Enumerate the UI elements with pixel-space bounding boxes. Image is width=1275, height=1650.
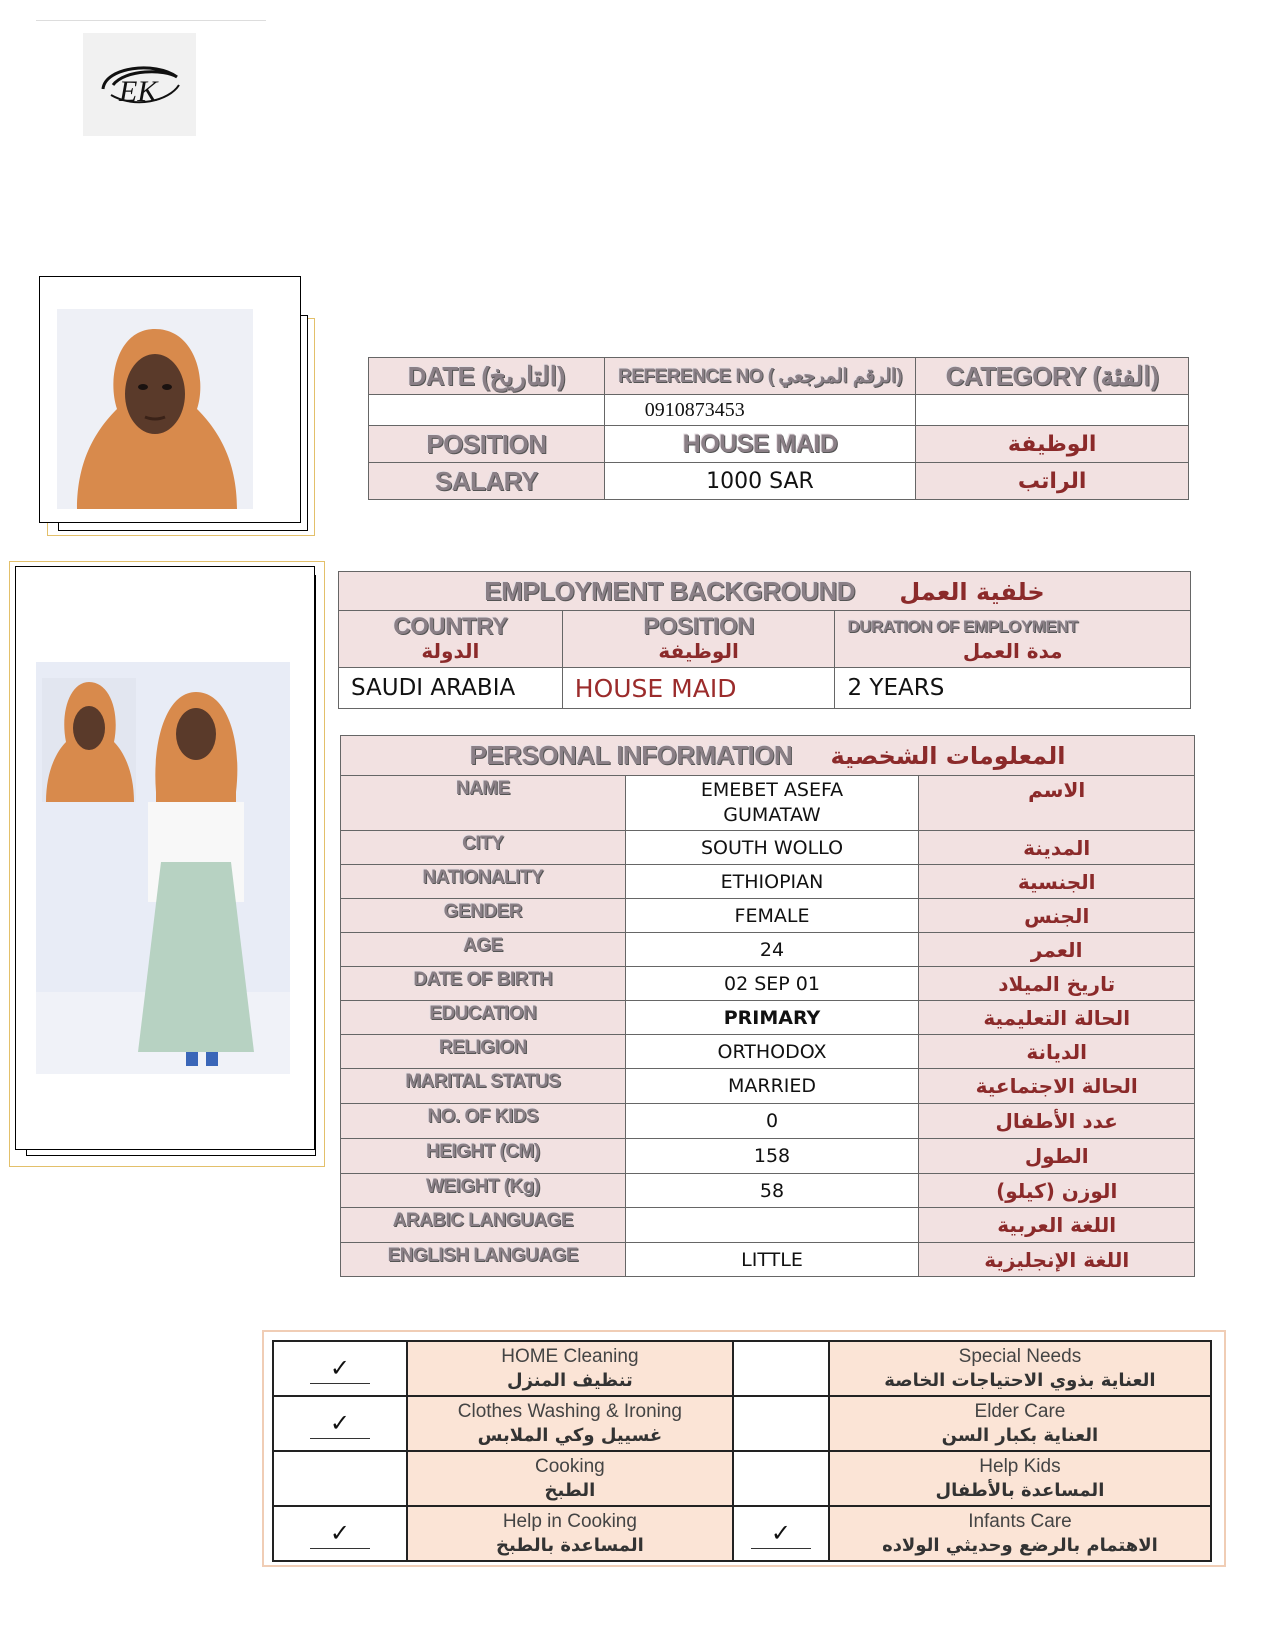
dob-arabic-label: تاريخ الميلاد bbox=[919, 967, 1195, 1001]
ek-logo-icon bbox=[95, 55, 185, 115]
fullbody-frame bbox=[15, 566, 315, 1150]
emp-position-header bbox=[562, 611, 835, 668]
emp-position-value: HOUSE MAID bbox=[562, 668, 835, 709]
country-value: SAUDI ARABIA bbox=[339, 668, 563, 709]
position-label: POSITION bbox=[369, 426, 605, 463]
marital-status-arabic-label: الحالة الاجتماعية bbox=[919, 1069, 1195, 1104]
salary-label: SALARY bbox=[369, 463, 605, 500]
duration-header-ar: مدة العمل bbox=[962, 639, 1063, 663]
employment-title bbox=[339, 572, 1191, 611]
skill-label-en: Clothes Washing & Ironing bbox=[457, 1400, 682, 1422]
home-cleaning-check bbox=[273, 1341, 407, 1396]
company-logo bbox=[83, 33, 196, 136]
dob-value: 02 SEP 01 bbox=[625, 967, 919, 1001]
skill-label-en: Help in Cooking bbox=[502, 1510, 637, 1532]
special-needs-skill bbox=[829, 1341, 1211, 1396]
personal-info-table bbox=[340, 735, 1195, 1277]
cooking-check bbox=[273, 1451, 407, 1506]
duration-value: 2 YEARS bbox=[835, 668, 1191, 709]
infants-care-skill bbox=[829, 1506, 1211, 1561]
reference-header: REFERENCE NO ( الرقم المرجعي) bbox=[604, 358, 916, 395]
check-icon: ✓ bbox=[310, 1519, 370, 1549]
header-divider bbox=[36, 20, 266, 21]
country-header bbox=[339, 611, 563, 668]
weight-label: WEIGHT (Kg) bbox=[341, 1174, 626, 1208]
age-label: AGE bbox=[341, 933, 626, 967]
salary-value: 1000 SAR bbox=[604, 463, 916, 500]
skill-label-en: Special Needs bbox=[958, 1345, 1082, 1367]
home-cleaning-skill bbox=[407, 1341, 733, 1396]
infants-care-check bbox=[733, 1506, 829, 1561]
date-value bbox=[369, 395, 605, 426]
gender-arabic-label: الجنس bbox=[919, 899, 1195, 933]
city-arabic-label: المدينة bbox=[919, 831, 1195, 865]
position-arabic-label: الوظيفة bbox=[916, 426, 1189, 463]
age-value: 24 bbox=[625, 933, 919, 967]
city-label: CITY bbox=[341, 831, 626, 865]
date-header: DATE (التاريخ) bbox=[369, 358, 605, 395]
english-language-label: ENGLISH LANGUAGE bbox=[341, 1243, 626, 1277]
english-language-arabic-label: اللغة الإنجليزية bbox=[919, 1243, 1195, 1277]
skill-label-ar: الاهتمام بالرضع وحديثي الولاده bbox=[882, 1534, 1158, 1556]
english-language-value: LITTLE bbox=[625, 1243, 919, 1277]
skills-section bbox=[262, 1330, 1226, 1567]
gender-value: FEMALE bbox=[625, 899, 919, 933]
category-header: CATEGORY (الفئة) bbox=[916, 358, 1189, 395]
skill-label-en: Infants Care bbox=[968, 1510, 1072, 1532]
religion-arabic-label: الديانة bbox=[919, 1035, 1195, 1069]
help-kids-skill bbox=[829, 1451, 1211, 1506]
name-arabic-label: الاسم bbox=[919, 776, 1195, 831]
age-arabic-label: العمر bbox=[919, 933, 1195, 967]
category-value bbox=[916, 395, 1189, 426]
salary-arabic-label: الراتب bbox=[916, 463, 1189, 500]
emp-position-header-en: POSITION bbox=[643, 613, 754, 640]
employment-title-en: EMPLOYMENT BACKGROUND bbox=[484, 575, 856, 606]
arabic-language-arabic-label: اللغة العربية bbox=[919, 1208, 1195, 1243]
name-label: NAME bbox=[341, 776, 626, 831]
name-value: EMEBET ASEFA GUMATAW bbox=[625, 776, 919, 831]
position-value: HOUSE MAID bbox=[604, 426, 916, 463]
duration-header-en: DURATION OF EMPLOYMENT bbox=[847, 617, 1078, 636]
arabic-language-label: ARABIC LANGUAGE bbox=[341, 1208, 626, 1243]
elder-care-check bbox=[733, 1396, 829, 1451]
skill-label-ar: المساعدة بالأطفال bbox=[935, 1479, 1105, 1501]
skill-label-ar: العناية بذوي الاحتياجات الخاصة bbox=[884, 1369, 1156, 1391]
country-header-ar: الدولة bbox=[421, 639, 480, 663]
clothes-washing-skill bbox=[407, 1396, 733, 1451]
special-needs-check bbox=[733, 1341, 829, 1396]
check-icon: ✓ bbox=[310, 1409, 370, 1439]
cooking-skill bbox=[407, 1451, 733, 1506]
headshot-frame bbox=[39, 276, 301, 523]
weight-arabic-label: الوزن (كيلو) bbox=[919, 1174, 1195, 1208]
check-icon: ✓ bbox=[310, 1354, 370, 1384]
education-value: PRIMARY bbox=[625, 1001, 919, 1035]
check-icon: ✓ bbox=[751, 1519, 811, 1549]
employment-table bbox=[338, 571, 1191, 709]
country-header-en: COUNTRY bbox=[393, 613, 508, 640]
arabic-language-value bbox=[625, 1208, 919, 1243]
skill-label-en: Cooking bbox=[535, 1455, 605, 1477]
kids-value: 0 bbox=[625, 1104, 919, 1139]
education-label: EDUCATION bbox=[341, 1001, 626, 1035]
skill-label-en: HOME Cleaning bbox=[501, 1345, 639, 1367]
weight-value: 58 bbox=[625, 1174, 919, 1208]
logo-text: EK bbox=[118, 74, 157, 108]
nationality-arabic-label: الجنسية bbox=[919, 865, 1195, 899]
religion-value: ORTHODOX bbox=[625, 1035, 919, 1069]
personal-title-ar: المعلومات الشخصية bbox=[830, 742, 1066, 770]
help-cooking-skill bbox=[407, 1506, 733, 1561]
help-cooking-check bbox=[273, 1506, 407, 1561]
marital-status-label: MARITAL STATUS bbox=[341, 1069, 626, 1104]
nationality-value: ETHIOPIAN bbox=[625, 865, 919, 899]
skill-label-ar: تنظيف المنزل bbox=[506, 1369, 633, 1391]
help-kids-check bbox=[733, 1451, 829, 1506]
skill-label-ar: المساعدة بالطبخ bbox=[495, 1534, 644, 1556]
skill-label-en: Elder Care bbox=[974, 1400, 1066, 1422]
height-arabic-label: الطول bbox=[919, 1139, 1195, 1174]
skills-table bbox=[272, 1340, 1212, 1562]
gender-label: GENDER bbox=[341, 899, 626, 933]
skill-label-ar: العناية بكبار السن bbox=[941, 1424, 1099, 1446]
nationality-label: NATIONALITY bbox=[341, 865, 626, 899]
height-label: HEIGHT (CM) bbox=[341, 1139, 626, 1174]
personal-title-en: PERSONAL INFORMATION bbox=[469, 740, 793, 770]
emp-position-header-ar: الوظيفة bbox=[658, 639, 739, 663]
dob-label: DATE OF BIRTH bbox=[341, 967, 626, 1001]
religion-label: RELIGION bbox=[341, 1035, 626, 1069]
kids-label: NO. OF KIDS bbox=[341, 1104, 626, 1139]
summary-table bbox=[368, 357, 1189, 500]
education-arabic-label: الحالة التعليمية bbox=[919, 1001, 1195, 1035]
headshot-photo bbox=[57, 309, 253, 509]
height-value: 158 bbox=[625, 1139, 919, 1174]
reference-value: 0910873453 bbox=[604, 395, 916, 426]
duration-header bbox=[835, 611, 1191, 668]
elder-care-skill bbox=[829, 1396, 1211, 1451]
skill-label-en: Help Kids bbox=[979, 1455, 1061, 1477]
clothes-washing-check bbox=[273, 1396, 407, 1451]
kids-arabic-label: عدد الأطفال bbox=[919, 1104, 1195, 1139]
marital-status-value: MARRIED bbox=[625, 1069, 919, 1104]
personal-title bbox=[341, 736, 1195, 776]
skill-label-ar: غسييل وكي الملابس bbox=[477, 1424, 663, 1446]
city-value: SOUTH WOLLO bbox=[625, 831, 919, 865]
skill-label-ar: الطبخ bbox=[544, 1479, 596, 1501]
employment-title-ar: خلفية العمل bbox=[899, 577, 1045, 606]
fullbody-photo bbox=[36, 662, 290, 1074]
